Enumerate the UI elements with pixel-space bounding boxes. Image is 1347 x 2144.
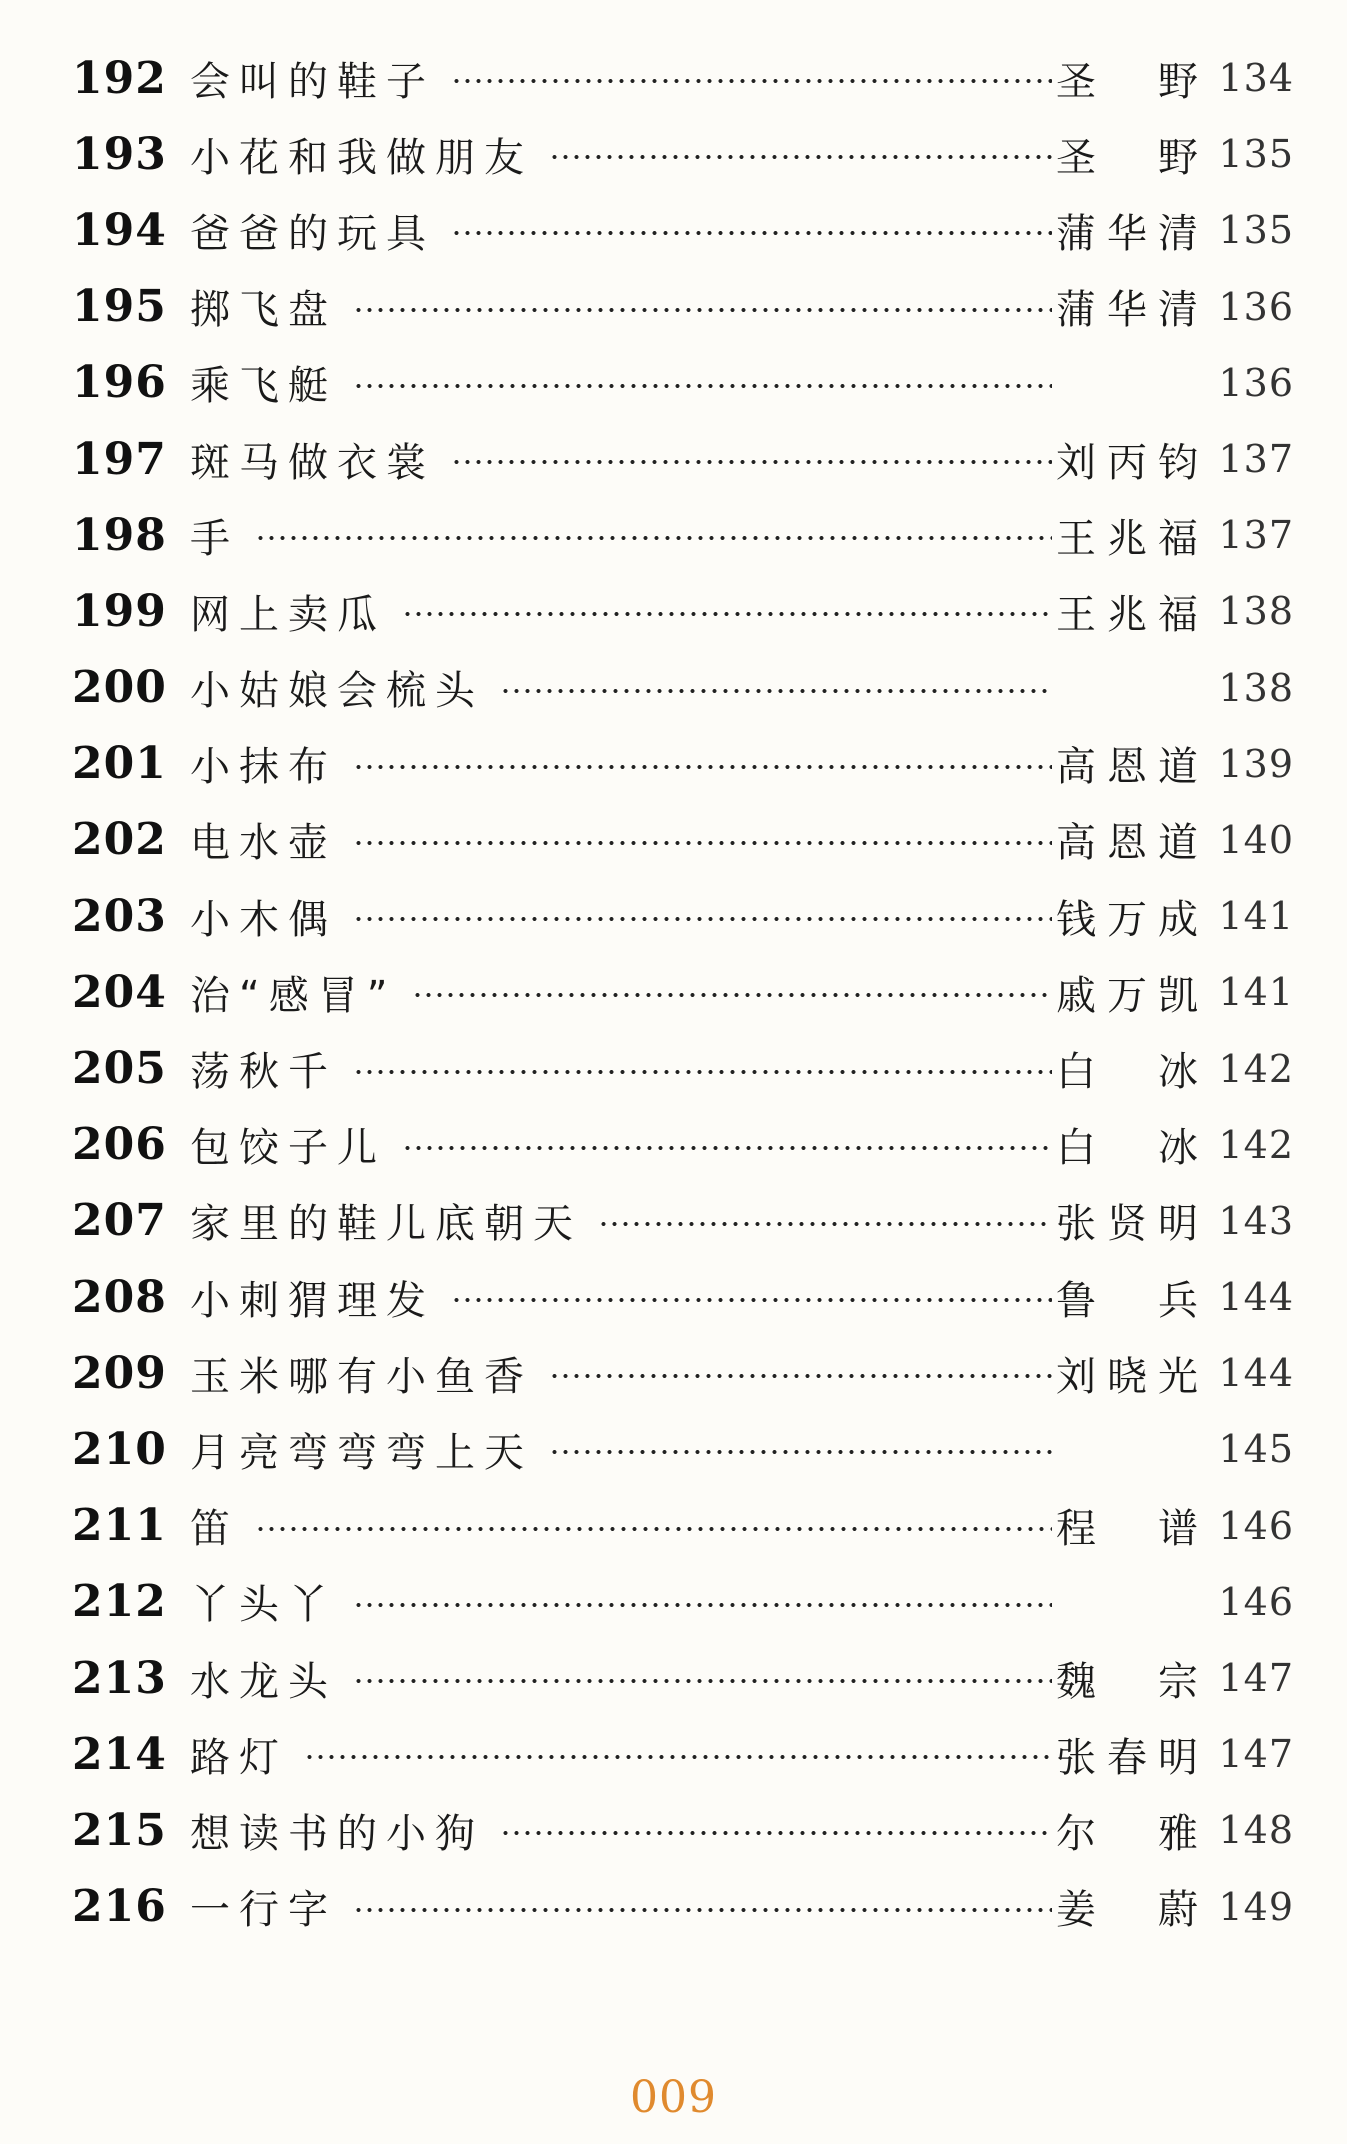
toc-entry — [72, 1030, 1294, 1106]
entry-page: 147 — [1218, 1656, 1294, 1701]
toc-entry — [72, 954, 1294, 1030]
entry-number: 215 — [72, 1804, 167, 1856]
dot-leader — [451, 79, 1052, 83]
entry-title: 一行字 — [190, 1887, 337, 1934]
dot-leader — [255, 1527, 1052, 1531]
entry-page: 138 — [1218, 665, 1294, 710]
toc-entry — [72, 1488, 1294, 1564]
entry-page: 141 — [1218, 970, 1294, 1015]
toc-entry — [72, 1564, 1294, 1640]
toc-entry — [72, 1259, 1294, 1335]
entry-title: 小姑娘会梳头 — [190, 668, 484, 715]
entry-number: 210 — [72, 1423, 167, 1475]
entry-title: 网上卖瓜 — [190, 591, 386, 638]
entry-title: 会叫的鞋子 — [190, 58, 435, 105]
entry-author: 白冰 — [1056, 1049, 1198, 1096]
entry-number: 202 — [72, 814, 167, 866]
entry-number: 205 — [72, 1043, 167, 1095]
toc-entry — [72, 116, 1294, 192]
entry-title: 包饺子儿 — [190, 1125, 386, 1172]
entry-author: 刘丙钧 — [1056, 439, 1198, 486]
entry-author: 刘晓光 — [1056, 1353, 1198, 1400]
dot-leader — [353, 1070, 1052, 1074]
entry-number: 203 — [72, 890, 167, 942]
entry-page: 143 — [1218, 1198, 1294, 1243]
entry-number: 199 — [72, 585, 167, 637]
dot-leader — [353, 1679, 1052, 1683]
toc-entry — [72, 1792, 1294, 1868]
entry-number: 209 — [72, 1347, 167, 1399]
entry-page: 140 — [1218, 817, 1294, 862]
entry-page: 137 — [1218, 513, 1294, 558]
entry-number: 206 — [72, 1119, 167, 1171]
entry-page: 148 — [1218, 1808, 1294, 1853]
dot-leader — [500, 1831, 1052, 1835]
entry-author: 圣野 — [1056, 58, 1198, 105]
entry-author: 白冰 — [1056, 1125, 1198, 1172]
toc-entry — [72, 1411, 1294, 1487]
dot-leader — [353, 1603, 1052, 1607]
entry-title: 治“感冒” — [190, 972, 397, 1019]
dot-leader — [549, 155, 1052, 159]
entry-number: 201 — [72, 738, 167, 790]
toc-entry — [72, 1335, 1294, 1411]
entry-author: 王兆福 — [1056, 591, 1198, 638]
toc-entry — [72, 1107, 1294, 1183]
dot-leader — [353, 384, 1052, 388]
entry-page: 146 — [1218, 1579, 1294, 1624]
toc-entry — [72, 345, 1294, 421]
dot-leader — [549, 1374, 1052, 1378]
dot-leader — [402, 612, 1052, 616]
entry-title: 水龙头 — [190, 1658, 337, 1705]
toc-entry — [72, 497, 1294, 573]
toc-entry — [72, 421, 1294, 497]
entry-page: 144 — [1218, 1275, 1294, 1320]
entry-page: 135 — [1218, 208, 1294, 253]
entry-author: 王兆福 — [1056, 515, 1198, 562]
entry-page: 149 — [1218, 1884, 1294, 1929]
dot-leader — [451, 1298, 1052, 1302]
entry-author: 圣野 — [1056, 134, 1198, 181]
entry-title: 电水壶 — [190, 820, 337, 867]
entry-number: 213 — [72, 1652, 167, 1704]
entry-number: 204 — [72, 966, 167, 1018]
entry-number: 195 — [72, 281, 167, 333]
entry-number: 192 — [72, 52, 167, 104]
entry-author: 钱万成 — [1056, 896, 1198, 943]
dot-leader — [353, 841, 1052, 845]
entry-title: 小木偶 — [190, 896, 337, 943]
entry-author: 高恩道 — [1056, 744, 1198, 791]
entry-number: 211 — [72, 1500, 167, 1552]
toc-entry — [72, 726, 1294, 802]
dot-leader — [402, 1146, 1052, 1150]
entry-number: 200 — [72, 662, 167, 714]
toc-entry — [72, 1716, 1294, 1792]
dot-leader — [353, 765, 1052, 769]
entry-page: 142 — [1218, 1046, 1294, 1091]
entry-author: 蒲华清 — [1056, 210, 1198, 257]
entry-title: 荡秋千 — [190, 1049, 337, 1096]
entry-number: 208 — [72, 1271, 167, 1323]
dot-leader — [304, 1755, 1052, 1759]
entry-author: 张贤明 — [1056, 1201, 1198, 1248]
entry-title: 玉米哪有小鱼香 — [190, 1353, 533, 1400]
entry-number: 196 — [72, 357, 167, 409]
entry-page: 135 — [1218, 132, 1294, 177]
entry-number: 207 — [72, 1195, 167, 1247]
entry-page: 141 — [1218, 894, 1294, 939]
entry-title: 乘飞艇 — [190, 363, 337, 410]
entry-title: 小抹布 — [190, 744, 337, 791]
entry-author: 高恩道 — [1056, 820, 1198, 867]
dot-leader — [412, 993, 1052, 997]
entry-title: 掷飞盘 — [190, 287, 337, 334]
entry-title: 笛 — [190, 1506, 239, 1553]
dot-leader — [549, 1450, 1052, 1454]
entry-page: 145 — [1218, 1427, 1294, 1472]
entry-number: 197 — [72, 433, 167, 485]
entry-title: 手 — [190, 515, 239, 562]
entry-page: 142 — [1218, 1122, 1294, 1167]
toc-entry — [72, 650, 1294, 726]
entry-number: 214 — [72, 1728, 167, 1780]
entry-page: 137 — [1218, 437, 1294, 482]
entry-page: 138 — [1218, 589, 1294, 634]
entry-title: 丫头丫 — [190, 1582, 337, 1629]
toc-entry — [72, 40, 1294, 116]
toc-entry — [72, 269, 1294, 345]
entry-title: 小刺猬理发 — [190, 1277, 435, 1324]
entry-number: 193 — [72, 128, 167, 180]
dot-leader — [500, 689, 1052, 693]
table-of-contents — [72, 40, 1294, 1945]
toc-entry — [72, 802, 1294, 878]
entry-author: 蒲华清 — [1056, 287, 1198, 334]
dot-leader — [451, 460, 1052, 464]
entry-title: 家里的鞋儿底朝天 — [190, 1201, 582, 1248]
entry-page: 134 — [1218, 56, 1294, 101]
entry-title: 月亮弯弯弯上天 — [190, 1429, 533, 1476]
toc-entry — [72, 1869, 1294, 1945]
entry-title: 斑马做衣裳 — [190, 439, 435, 486]
entry-page: 136 — [1218, 284, 1294, 329]
toc-entry — [72, 1183, 1294, 1259]
entry-author: 姜蔚 — [1056, 1887, 1198, 1934]
dot-leader — [598, 1222, 1052, 1226]
entry-title: 想读书的小狗 — [190, 1810, 484, 1857]
entry-author: 魏宗 — [1056, 1658, 1198, 1705]
dot-leader — [353, 308, 1052, 312]
entry-page: 144 — [1218, 1351, 1294, 1396]
toc-entry — [72, 1640, 1294, 1716]
entry-author: 程谱 — [1056, 1506, 1198, 1553]
entry-number: 212 — [72, 1576, 167, 1628]
entry-number: 216 — [72, 1881, 167, 1933]
entry-author: 张春明 — [1056, 1734, 1198, 1781]
entry-title: 爸爸的玩具 — [190, 210, 435, 257]
entry-page: 146 — [1218, 1503, 1294, 1548]
entry-number: 194 — [72, 204, 167, 256]
toc-entry — [72, 192, 1294, 268]
entry-page: 136 — [1218, 360, 1294, 405]
dot-leader — [353, 1908, 1052, 1912]
entry-number: 198 — [72, 509, 167, 561]
entry-page: 139 — [1218, 741, 1294, 786]
toc-entry — [72, 878, 1294, 954]
dot-leader — [353, 917, 1052, 921]
entry-page: 147 — [1218, 1732, 1294, 1777]
page-number: 009 — [630, 2072, 717, 2123]
entry-title: 路灯 — [190, 1734, 288, 1781]
dot-leader — [255, 536, 1052, 540]
entry-author: 鲁兵 — [1056, 1277, 1198, 1324]
entry-author: 尔雅 — [1056, 1810, 1198, 1857]
entry-author: 戚万凯 — [1056, 972, 1198, 1019]
toc-entry — [72, 573, 1294, 649]
dot-leader — [451, 231, 1052, 235]
entry-title: 小花和我做朋友 — [190, 134, 533, 181]
